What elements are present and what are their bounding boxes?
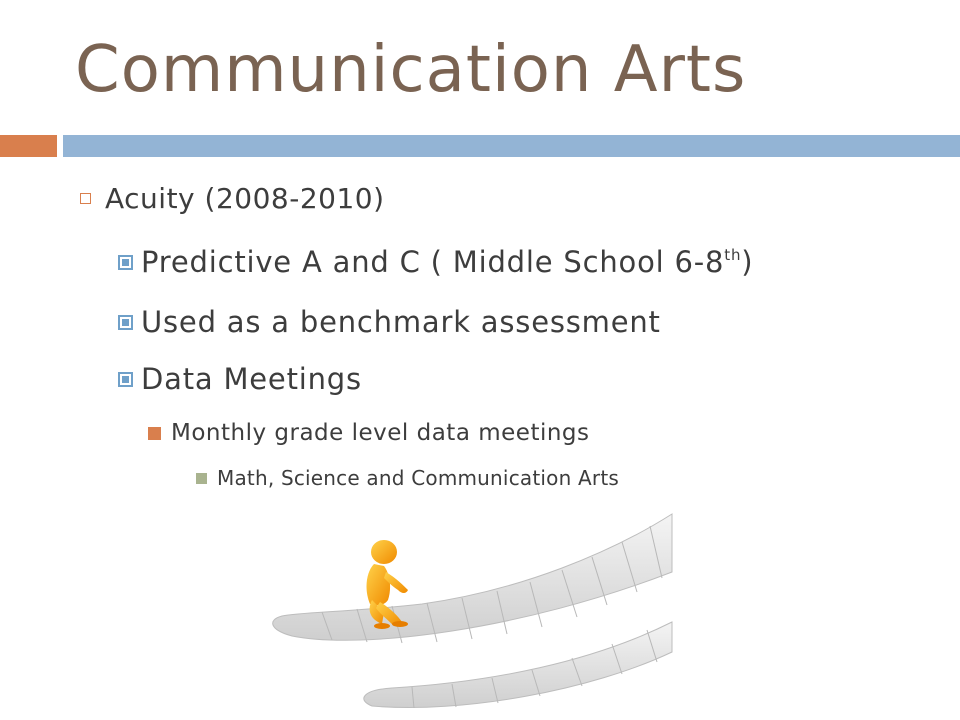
superscript-th: th bbox=[724, 246, 742, 264]
bullet-level2-item bbox=[118, 305, 661, 339]
bullet-level4 bbox=[196, 466, 619, 490]
bullet-level2-text: Used as a benchmark assessment bbox=[141, 305, 661, 339]
bullet-level2-text: Data Meetings bbox=[141, 362, 362, 396]
bullet-level3-text: Monthly grade level data meetings bbox=[171, 420, 590, 446]
bullet-framed-square-icon bbox=[118, 255, 133, 270]
spiral-staircase-with-figure-icon bbox=[262, 512, 674, 714]
title-divider-bar bbox=[63, 135, 960, 157]
bullet-level1-text: Acuity (2008-2010) bbox=[105, 182, 385, 215]
bullet-small-square-icon bbox=[196, 473, 207, 484]
bullet-solid-square-icon bbox=[148, 427, 161, 440]
bullet-framed-square-icon bbox=[118, 315, 133, 330]
bullet-outline-square-icon bbox=[80, 193, 91, 204]
bullet-level2-item bbox=[118, 245, 753, 279]
bullet-level2-text: Predictive A and C ( Middle School 6-8th) bbox=[141, 245, 754, 279]
title-accent-bar bbox=[0, 135, 57, 157]
slide-title: Communication Arts bbox=[75, 33, 747, 107]
bullet-level4-text: Math, Science and Communication Arts bbox=[217, 466, 619, 490]
bullet-level1 bbox=[80, 182, 385, 215]
bullet-framed-square-icon bbox=[118, 372, 133, 387]
bullet-level3 bbox=[148, 420, 590, 446]
bullet-level2-item bbox=[118, 362, 362, 396]
